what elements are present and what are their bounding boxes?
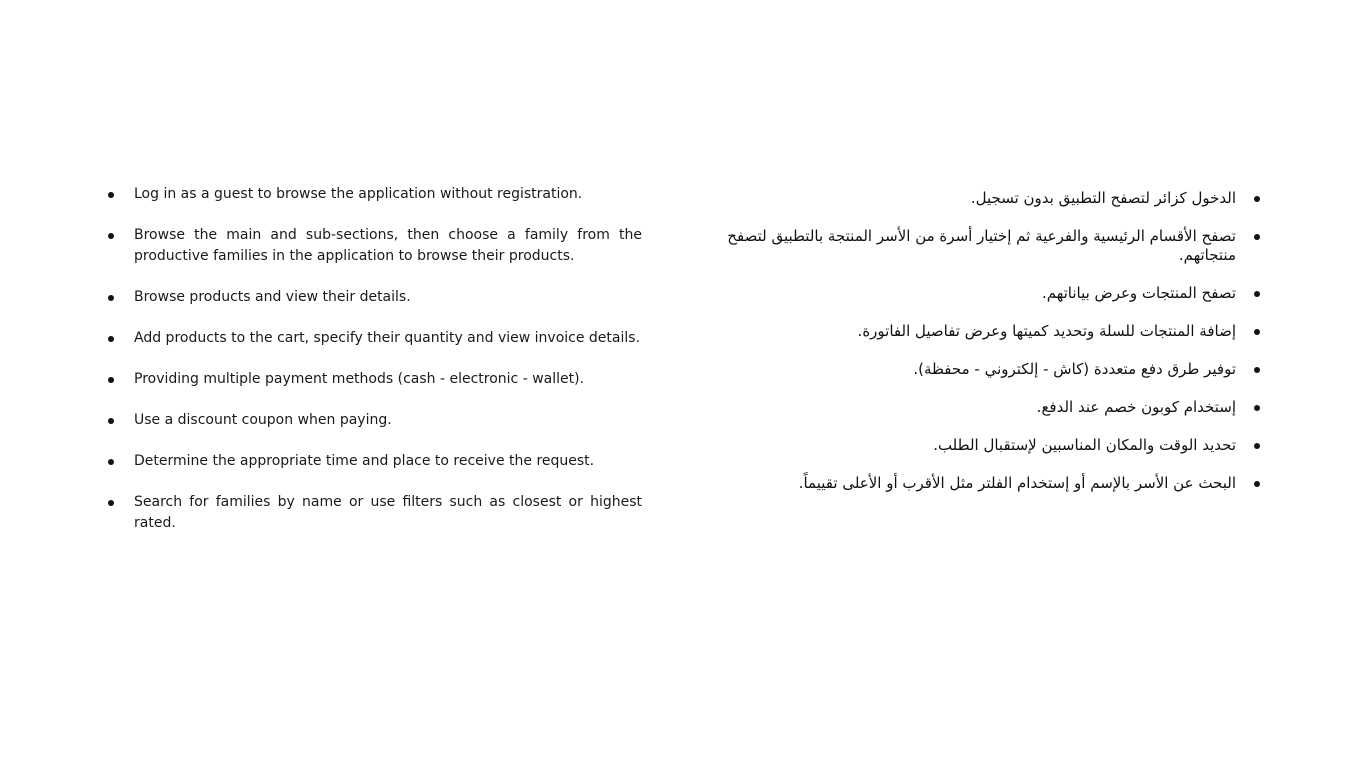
list-item (108, 410, 642, 431)
list-item (726, 360, 1260, 379)
english-feature-list (108, 184, 642, 554)
bullet-icon (108, 233, 114, 239)
list-item (108, 369, 642, 390)
list-item (108, 184, 642, 205)
list-item-text: إضافة المنتجات للسلة وتحديد كميتها وعرض تفاصيل الفاتورة. (857, 322, 1236, 340)
list-item (108, 328, 642, 349)
list-item-text: Determine the appropriate time and place to receive the request. (134, 453, 595, 469)
list-item (108, 492, 642, 534)
list-item-text: Log in as a guest to browse the application without registration. (134, 186, 583, 202)
list-item-text: إستخدام كوبون خصم عند الدفع. (1036, 398, 1236, 416)
list-item (726, 436, 1260, 455)
list-item-text: تحديد الوقت والمكان المناسبين لإستقبال الطلب. (933, 436, 1236, 454)
bullet-icon (1254, 196, 1260, 202)
list-item-text: Providing multiple payment methods (cash - electronic - wallet). (134, 371, 585, 387)
bullet-icon (108, 192, 114, 198)
bullet-icon (108, 459, 114, 465)
list-item-text: Browse products and view their details. (134, 289, 411, 305)
list-item-text: Search for families by name or use filters such as closest or highest rated. (134, 494, 642, 531)
list-item (726, 474, 1260, 493)
list-item-text: Browse the main and sub-sections, then choose a family from the productive families in the application to browse their products. (134, 227, 642, 264)
list-item-text: Use a discount coupon when paying. (134, 412, 392, 428)
list-item-text: تصفح المنتجات وعرض بياناتهم. (1041, 284, 1236, 302)
bullet-icon (1254, 367, 1260, 373)
list-item (726, 227, 1260, 265)
list-item (108, 225, 642, 267)
list-item (108, 451, 642, 472)
list-item-text: البحث عن الأسر بالإسم أو إستخدام الفلتر مثل الأقرب أو الأعلى تقييماً. (798, 474, 1236, 492)
bullet-icon (1254, 481, 1260, 487)
list-item (726, 189, 1260, 208)
bullet-icon (108, 500, 114, 506)
list-item (726, 284, 1260, 303)
list-item-text: Add products to the cart, specify their quantity and view invoice details. (134, 330, 641, 346)
bullet-icon (108, 377, 114, 383)
bullet-icon (108, 336, 114, 342)
bullet-icon (1254, 234, 1260, 240)
arabic-feature-list (726, 189, 1260, 512)
list-item (726, 322, 1260, 341)
bullet-icon (1254, 443, 1260, 449)
bullet-icon (1254, 329, 1260, 335)
bullet-icon (1254, 405, 1260, 411)
bullet-icon (108, 418, 114, 424)
list-item-text: الدخول كزائر لتصفح التطبيق بدون تسجيل. (970, 189, 1236, 207)
list-item-text: تصفح الأقسام الرئيسية والفرعية ثم إختيار أسرة من الأسر المنتجة بالتطبيق لتصفح منتجاتهم. (727, 227, 1236, 264)
list-item-text: توفير طرق دفع متعددة (كاش - إلكتروني - محفظة). (913, 360, 1236, 378)
list-item (726, 398, 1260, 417)
bullet-icon (108, 295, 114, 301)
bullet-icon (1254, 291, 1260, 297)
list-item (108, 287, 642, 308)
